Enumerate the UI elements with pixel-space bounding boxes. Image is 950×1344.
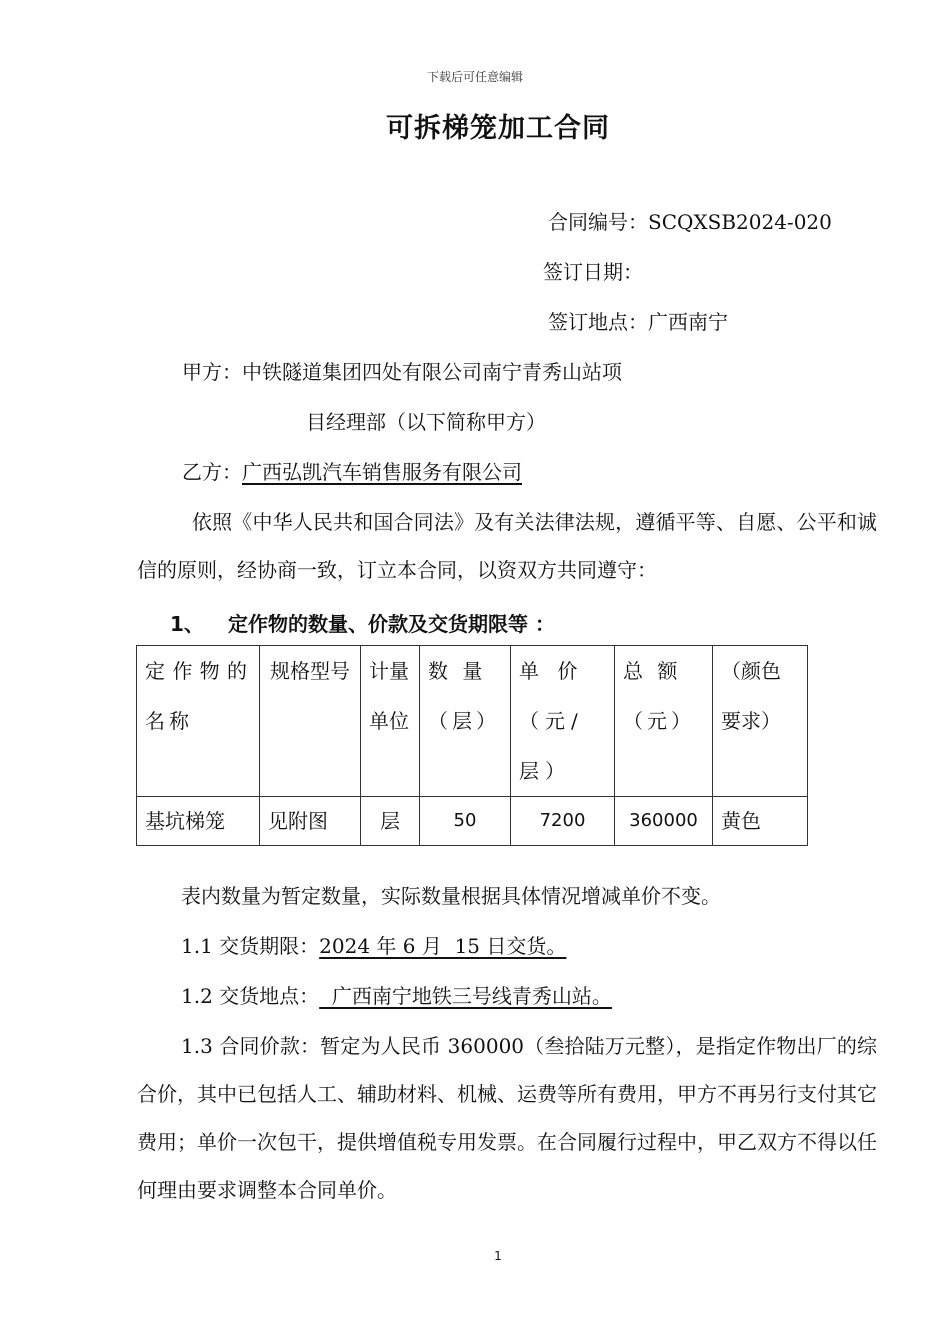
cell-total: 360000 <box>615 797 713 846</box>
sign-place: 签订地点：广西南宁 <box>548 310 728 334</box>
header-color: （颜色要求） <box>713 646 808 797</box>
item-1-3-paragraph: 1.3 合同价款：暂定为人民币 360000（叁拾陆万元整），是指定作物出厂的综合价，其中已包括人工、辅助材料、机械、运费等所有费用，甲方不再另行支付其它费用；单价一次包干，提供增值税专用发票。在合同履行过程中，甲乙双方不得以任何理由要求调整本合同单价。 <box>137 1034 877 1202</box>
section-1-heading: 定作物的数量、价款及交货期限等 ： <box>228 612 555 636</box>
header-unit: 计量单位 <box>361 646 420 797</box>
sign-date: 签订日期： <box>543 260 643 284</box>
quantity-note: 表内数量为暂定数量，实际数量根据具体情况增减单价不变。 <box>181 884 721 908</box>
item-1-2 <box>181 982 612 1010</box>
party-b-name: 广西弘凯汽车销售服务有限公司 <box>242 460 522 484</box>
item-1-1-value: 2024 年 6 月 15 日交货。 <box>319 934 567 958</box>
intro-paragraph: 依照《中华人民共和国合同法》及有关法律法规，遵循平等、自愿、公平和诚信的原则，经协商一致，订立本合同，以资双方共同遵守： <box>137 510 877 582</box>
party-b-line <box>182 458 522 486</box>
cell-qty: 50 <box>420 797 511 846</box>
header-spec: 规格型号 <box>260 646 361 797</box>
party-a-line1 <box>182 358 622 386</box>
header-note: 下载后可任意编辑 <box>426 70 523 84</box>
header-qty: 数 量（层） <box>420 646 511 797</box>
page-number: 1 <box>494 1249 502 1263</box>
contract-number: 合同编号：SCQXSB2024-020 <box>548 210 832 234</box>
header-total: 总 额（元） <box>615 646 713 797</box>
item-1-1-label: 1.1 交货期限： <box>181 934 320 958</box>
section-1-number: 1、 <box>170 612 204 636</box>
header-name: 定作物的名称 <box>137 646 260 797</box>
party-a-name-line1: 中铁隧道集团四处有限公司南宁青秀山站项 <box>242 360 622 384</box>
cell-price: 7200 <box>511 797 615 846</box>
cell-color: 黄色 <box>713 797 808 846</box>
spec-table <box>136 645 808 846</box>
document-title: 可拆梯笼加工合同 <box>386 113 610 144</box>
party-a-name-line2: 目经理部（以下简称甲方） <box>306 410 546 434</box>
table-row <box>137 797 808 846</box>
item-1-2-value: 广西南宁地铁三号线青秀山站。 <box>319 984 612 1008</box>
cell-name: 基坑梯笼 <box>137 797 260 846</box>
party-a-label: 甲方： <box>182 360 242 384</box>
item-1-1 <box>181 932 566 960</box>
header-price: 单 价（元/层） <box>511 646 615 797</box>
cell-spec: 见附图 <box>260 797 361 846</box>
cell-unit: 层 <box>361 797 420 846</box>
party-b-label: 乙方： <box>182 460 242 484</box>
item-1-2-label: 1.2 交货地点： <box>181 984 320 1008</box>
table-header-row <box>137 646 808 797</box>
